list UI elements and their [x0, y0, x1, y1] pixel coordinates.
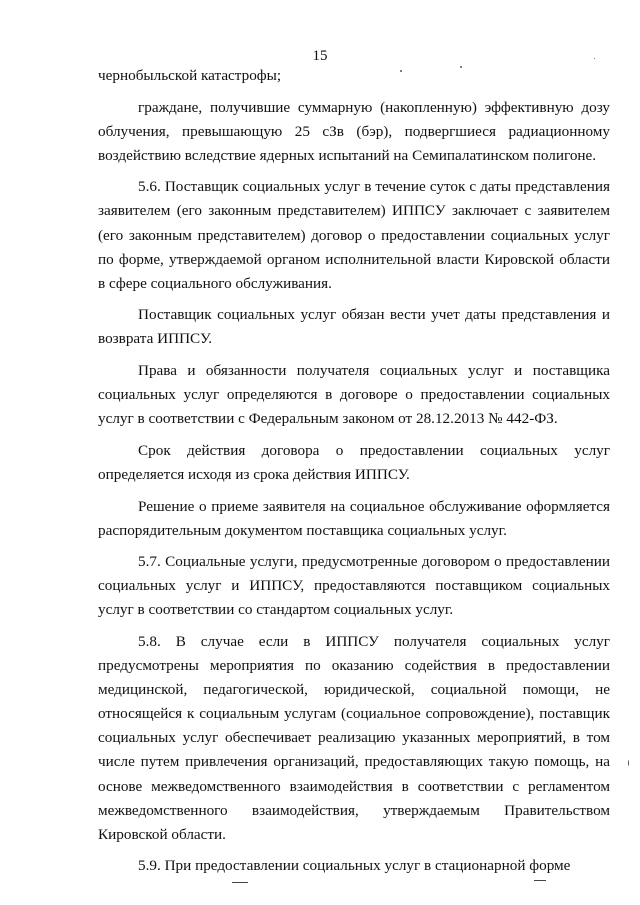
paragraph: Права и обязанности получателя социальных услуг и поставщика социальных услуг определяются в договоре о предоставлении социальных услуг в соответствии с Федеральным законом от 28.12.2013 № 442-ФЗ. [98, 362, 610, 428]
paragraph-5-9: 5.9. При предоставлении социальных услуг в стационарной форме [138, 857, 571, 875]
scan-speck [594, 58, 595, 59]
paragraph: Срок действия договора о предоставлении социальных услуг определяется исходя из срока действия ИППСУ. [98, 441, 610, 483]
scan-mark [232, 882, 248, 883]
scan-speck [460, 66, 462, 68]
paragraph-5-8: 5.8. В случае если в ИППСУ получателя социальных услуг предусмотрены мероприятия по оказанию содействия в предоставлении медицинской, педагогической, юридической, социальной помощи, не относящейся к социальным услугам (социальное сопровождение), поставщик социальных услуг обеспечивает реализацию указанных мероприятий, в том числе путем привлечения организаций, предоставляющих такую помощь, на основе межведомственного взаимодействия в соответствии с регламентом межведомственного взаимодействия, утверждаемым Правительством Кировской области. [98, 632, 610, 843]
page-number: 15 [312, 48, 328, 64]
scan-speck [400, 70, 402, 72]
paragraph-5-6: 5.6. Поставщик социальных услуг в течение суток с даты представления заявителем (его законным представителем) ИППСУ заключает с заявителем (его законным представителем) договор о предоставлении социальных услуг по форме, утверждаемой органом исполнительной власти Кировской области в сфере социального обслуживания. [98, 178, 610, 292]
paragraph-continuation: чернобыльской катастрофы; [98, 67, 282, 84]
paragraph-5-7: 5.7. Социальные услуги, предусмотренные договором о предоставлении социальных услуг и ИППСУ, предоставляются поставщиком социальных услуг в соответствии со стандартом социальных услуг. [98, 553, 610, 619]
scan-mark [534, 880, 546, 881]
paragraph: Решение о приеме заявителя на социальное обслуживание оформляется распорядительным документом поставщика социальных услуг. [98, 497, 610, 539]
scan-speck [628, 760, 629, 766]
paragraph: Поставщик социальных услуг обязан вести учет даты представления и возврата ИППСУ. [98, 306, 610, 348]
document-body [98, 64, 610, 886]
paragraph: граждане, получившие суммарную (накопленную) эффективную дозу облучения, превышающую 25 сЗв (бэр), подвергшиеся радиационному воздействию вследствие ядерных испытаний на Семипалатинском полигоне. [98, 98, 610, 164]
